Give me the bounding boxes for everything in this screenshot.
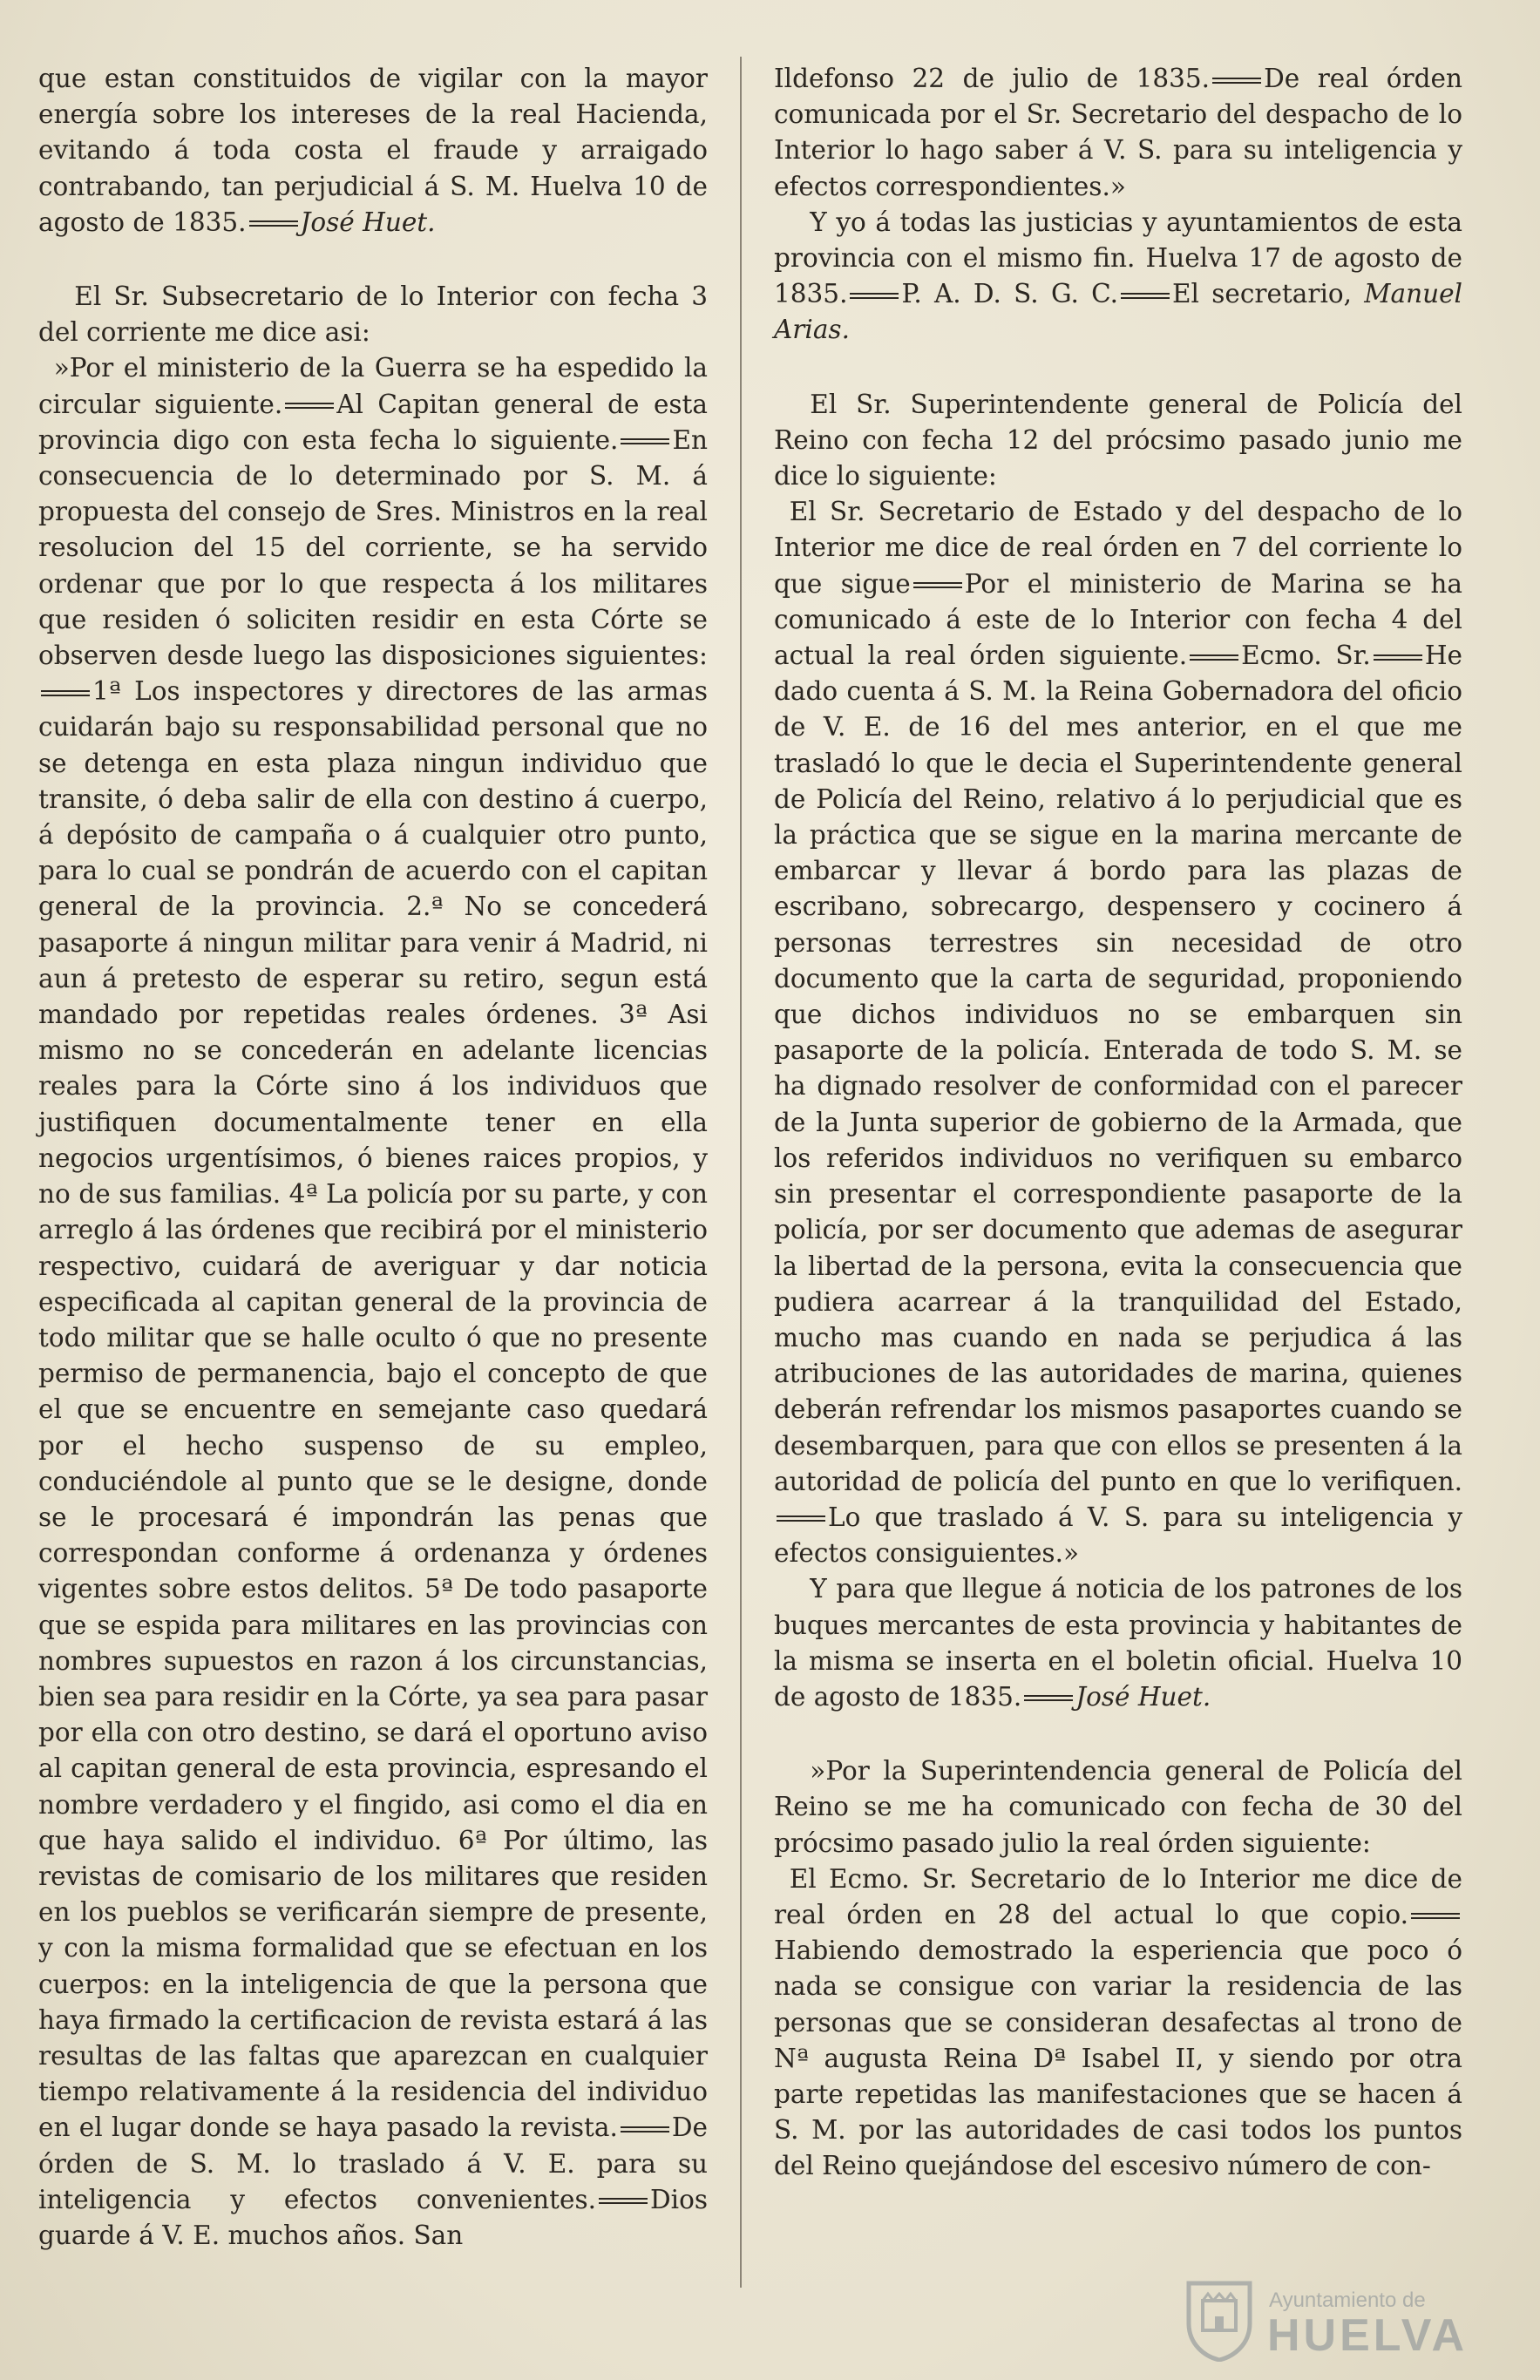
signature: José Huet. — [1075, 1681, 1211, 1712]
left-section-2 — [38, 279, 708, 2254]
dash-rule — [1190, 654, 1238, 661]
watermark-text: Ayuntamiento de — [1269, 2288, 1426, 2312]
dash-rule — [913, 582, 962, 588]
paragraph-text: Y para que llegue á noticia de los patrones de los buques mercantes de esta provincia y habitantes de la misma se inserta en el boletin oficial. Huelva 10 de agosto de 1835. — [774, 1574, 1462, 1712]
left-column — [38, 61, 708, 2254]
dash-rule — [1121, 293, 1170, 299]
dash-rule — [249, 220, 298, 227]
paragraph-text: Habiendo demostrado la esperiencia que poco ó nada se consigue con variar la residencia de las personas que se consideran desafectas al trono de Nª augusta Reina Dª Isabel II, y siendo por otra parte repetidas las manifestaciones que se hacen á S. M. por las autoridades de casi todos los puntos del Reino quejándose del escesivo número de con- — [774, 1936, 1462, 2181]
paragraph-text: En consecuencia de lo determinado por S. M. á propuesta del consejo de Sres. Ministros en la real resolucion del 15 del corriente, se ha servido ordenar que por lo que respecta á los militares que residen ó soliciten residir en esta Córte se observen desde luego las disposiciones siguientes: — [38, 424, 708, 671]
paragraph: El Sr. Subsecretario de lo Interior con fecha 3 del corriente me dice asi: — [38, 281, 708, 348]
dash-rule — [621, 438, 669, 444]
paragraph: El Sr. Superintendente general de Policía del Reino con fecha 12 del prócsimo pasado junio me dice lo siguiente: — [774, 389, 1462, 492]
dash-rule — [285, 403, 334, 409]
paragraph-text: Dios guarde á V. E. muchos años. San — [38, 2184, 708, 2250]
right-column — [774, 61, 1462, 2185]
dash-rule — [1411, 1913, 1460, 1919]
paragraph-text: He dado cuenta á S. M. la Reina Gobernadora del oficio de V. E. de 16 del mes anterior, en el que me trasladó lo que le decia el Superintendente general de Policía del Reino, relativo á lo perjudicial que es la práctica que se sigue en la marina mercante de embarcar y llevar á bordo para las plazas de escribano, sobrecargo, despensero y cocinero á personas terrestres sin necesidad de otro documento que la carta de seguridad, proponiendo que dichos individuos no se embarquen sin pasaporte de la policía. Enterada de todo S. M. se ha dignado resolver de conformidad con el parecer de la Junta superior de gobierno de la Armada, que los referidos individuos no verifiquen su embarco sin presentar el correspondiente pasaporte de la policía, por ser documento que ademas de asegurar la libertad de la persona, evita la consecuencia que pudiera acarrear á la tranquilidad del Estado, mucho mas cuando en nada se perjudica á las atribuciones de las autoridades de marina, quienes deberán refrendar los mismos pasaportes cuando se desembarquen, para que con ellos se presenten á la autoridad de policía del punto en que lo verifiquen. — [774, 641, 1462, 1496]
paragraph-text: Lo que traslado á V. S. para su inteligencia y efectos consiguientes.» — [774, 1502, 1462, 1569]
right-section-1 — [774, 61, 1462, 349]
city-shield-icon — [1184, 2278, 1255, 2362]
dash-rule — [41, 690, 90, 696]
paragraph-text: El Ecmo. Sr. Secretario de lo Interior me dice de real órden en 28 del actual lo que copio. — [774, 1863, 1462, 1929]
paragraph-text: P. A. D. S. G. C. — [901, 279, 1118, 309]
paragraph-text: El Sr. Secretario de Estado y del despacho de lo Interior me dice de real órden en 7 del corriente lo que sigue — [774, 497, 1462, 599]
right-section-2 — [774, 387, 1462, 1716]
paragraph — [774, 1571, 1462, 1715]
signature: Manuel Arias. — [774, 279, 1462, 345]
paragraph — [38, 350, 708, 2254]
column-divider — [740, 57, 742, 2288]
left-section-1 — [38, 61, 708, 241]
paragraph-text: »Por el ministerio de la Guerra se ha espedido la circular siguiente. — [38, 353, 708, 419]
paragraph: »Por la Superintendencia general de Policía del Reino se me ha comunicado con fecha de 30 del prócsimo pasado julio la real órden siguiente: — [774, 1756, 1462, 1858]
dash-rule — [1024, 1695, 1073, 1701]
paragraph — [774, 61, 1462, 205]
paragraph-text: 1ª Los inspectores y directores de las armas cuidarán bajo su responsabilidad personal que no se detenga en esta plaza ningun individuo que transite, ó deba salir de ella con destino á cuerpo, á depósito de campaña o á cualquier otro punto, para lo cual se pondrán de acuerdo con el capitan general de la provincia. 2.ª No se concederá pasaporte á ningun militar para venir á Madrid, ni aun á pretesto de esperar su retiro, segun está mandado por repetidas reales órdenes. 3ª Asi mismo no se concederán en adelante licencias reales para la Córte sino á los individuos que justifiquen documentalmente tener en ella negocios urgentísimos, ó bienes raices propios, y no de sus familias. 4ª La policía por su parte, y con arreglo á las órdenes que recibirá por el ministerio respectivo, cuidará de averiguar y dar noticia especificada al capitan general de la provincia de todo militar que se halle oculto ó que no presente permiso de permanencia, bajo el concepto de que el que se encuentre en semejante caso quedará por el hecho suspenso de su empleo, conduciéndole al punto que se le designe, donde se le procesará é impondrán las penas que correspondan conforme á ordenanza y órdenes vigentes sobre estos delitos. 5ª De todo pasaporte que se espida para militares en las provincias con nombres supuestos en razon á los circunstancias, bien sea para residir en la Córte, ya sea para pasar por ella con otro destino, se dará el oportuno aviso al capitan general de esta provincia, espresando el nombre verdadero y el fingido, asi como el dia en que haya salido el individuo. 6ª Por último, las revistas de comisario de los militares que residen en los pueblos se verificarán siempre de presente, y con la misma formalidad que se efectuan en los cuerpos: en la inteligencia de que la persona que haya firmado la certificacion de revista estará á las resultas de las faltas que aparezcan en cualquier tiempo relativamente á la residencia del individuo en el lugar donde se haya pasado la revista. — [38, 676, 708, 2143]
paragraph-text: Por el ministerio de Marina se ha comunicado á este de lo Interior con fecha 4 del actual la real órden siguiente. — [774, 568, 1462, 671]
paragraph-text: Y yo á todas las justicias y ayuntamientos de esta provincia con el mismo fin. Huelva 17 de agosto de 1835. — [774, 207, 1462, 309]
dash-rule — [599, 2198, 648, 2204]
signature: José Huet. — [300, 207, 436, 237]
dash-rule — [850, 293, 899, 299]
ayuntamiento-huelva-watermark — [1184, 2276, 1506, 2363]
paragraph-text: que estan constituidos de vigilar con la mayor energía sobre los intereses de la real Hacienda, evitando á toda costa el fraude y arraigado contrabando, tan perjudicial á S. M. Huelva 10 de agosto de 1835. — [38, 64, 708, 237]
dash-rule — [1374, 654, 1422, 661]
paragraph-text: Ildefonso 22 de julio de 1835. — [774, 64, 1211, 93]
right-section-3 — [774, 1753, 1462, 2184]
paragraph — [774, 205, 1462, 349]
dash-rule — [621, 2126, 669, 2133]
watermark-text: HUELVA — [1267, 2310, 1469, 2361]
dash-rule — [777, 1515, 825, 1522]
paragraph — [774, 494, 1462, 1571]
paragraph-text: Al Capitan general de esta provincia digo con esta fecha lo siguiente. — [38, 389, 708, 455]
paragraph — [774, 1861, 1462, 2185]
paragraph-text: El secretario, — [1172, 279, 1353, 309]
dash-rule — [1212, 78, 1261, 84]
paragraph — [38, 61, 708, 241]
paragraph-text: Ecmo. Sr. — [1241, 641, 1371, 671]
paragraph-text: De real órden comunicada por el Sr. Secretario del despacho de lo Interior lo hago saber á V. S. para su inteligencia y efectos correspondientes.» — [774, 64, 1462, 201]
paragraph-text: De órden de S. M. lo traslado á V. E. para su inteligencia y efectos convenientes. — [38, 2112, 708, 2214]
